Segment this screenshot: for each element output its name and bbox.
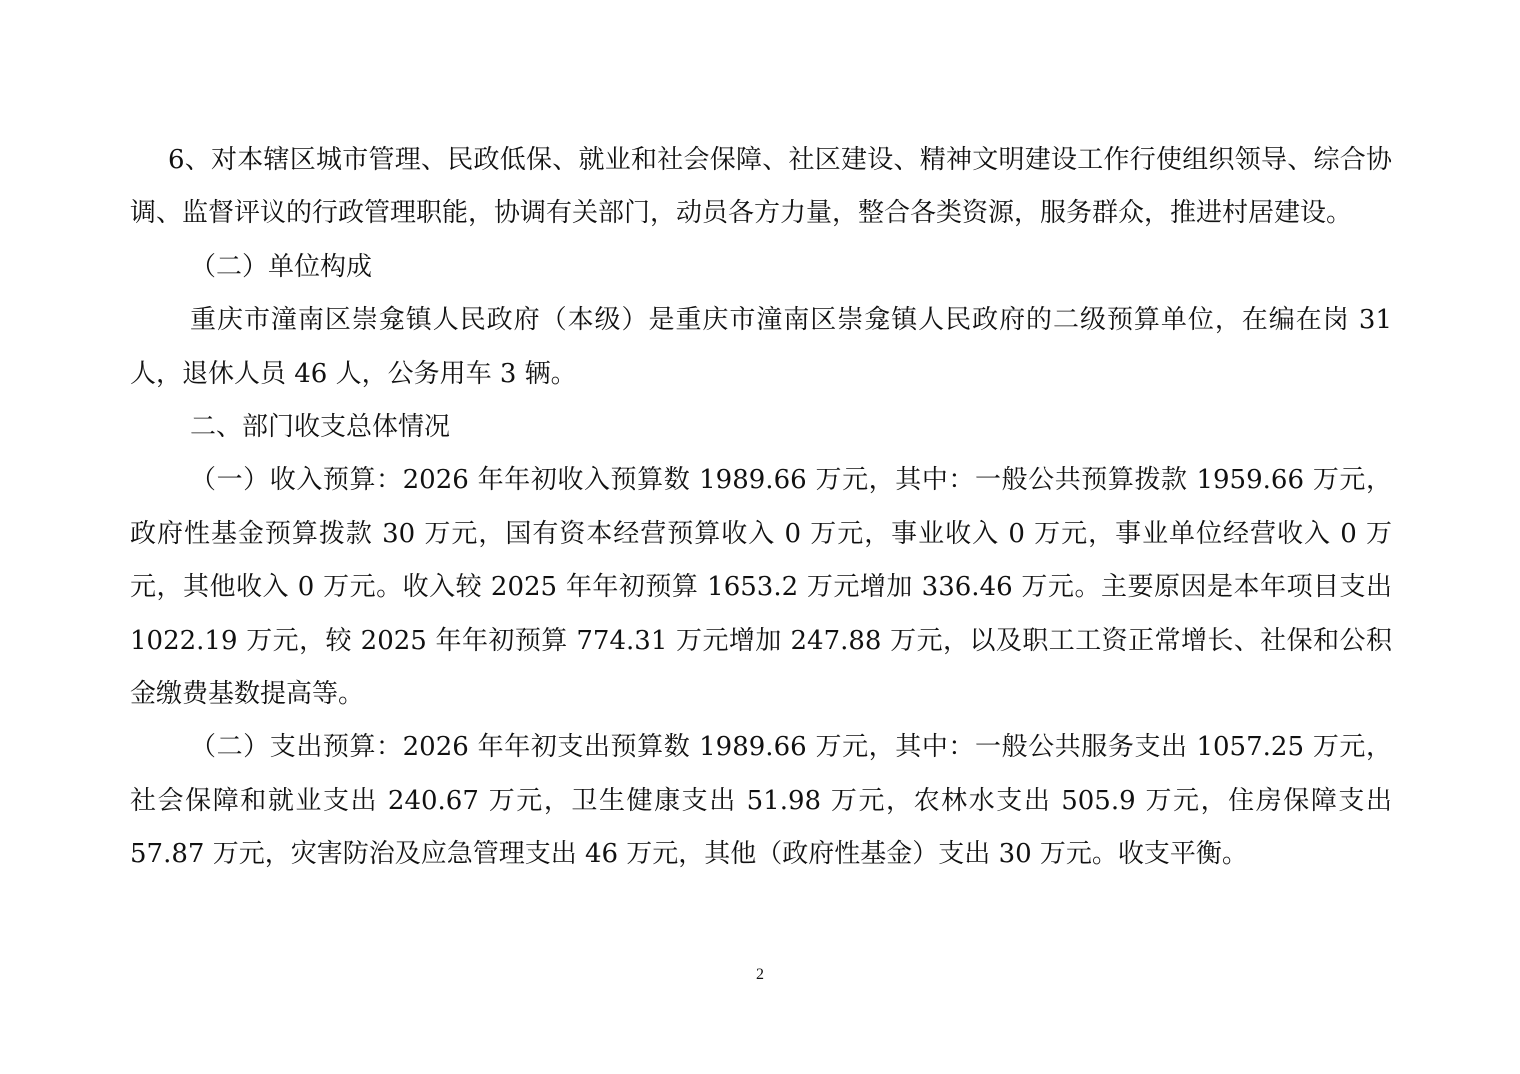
paragraph-expenditure-budget: （二）支出预算：2026 年年初支出预算数 1989.66 万元，其中：一般公共服务支出 1057.25 万元，社会保障和就业支出 240.67 万元，卫生健康支出 51.98 万元，农林水支出 505.9 万元，住房保障支出 57.87 万元，灾害防治及应急管理支出 46 万元，其他（政府性基金）支出 30 万元。收支平衡。 [130,732,1392,870]
page-number: 2 [756,966,764,983]
paragraph-unit-composition: 重庆市潼南区崇龛镇人民政府（本级）是重庆市潼南区崇龛镇人民政府的二级预算单位，在编在岗 31 人，退休人员 46 人，公务用车 3 辆。 [130,305,1392,389]
paragraph-income-budget: （一）收入预算：2026 年年初收入预算数 1989.66 万元，其中：一般公共预算拨款 1959.66 万元，政府性基金预算拨款 30 万元，国有资本经营预算收入 0 万元，事业收入 0 万元，事业单位经营收入 0 万元，其他收入 0 万元。收入较 2025 年年初预算 1653.2 万元增加 336.46 万元。主要原因是本年项目支出 1022.19 万元，较 2025 年年初预算 774.31 万元增加 247.88 万元，以及职工工资正常增长、社保和公积金缴费基数提高等。 [130,465,1392,710]
section-heading-budget-overview: 二、部门收支总体情况 [190,412,451,443]
section-heading-unit-composition: （二）单位构成 [190,251,373,282]
paragraph-duty-6: 6、对本辖区城市管理、民政低保、就业和社会保障、社区建设、精神文明建设工作行使组织领导、综合协调、监督评议的行政管理职能，协调有关部门，动员各方力量，整合各类资源，服务群众，推进村居建设。 [130,145,1392,229]
document-body [130,134,1392,882]
